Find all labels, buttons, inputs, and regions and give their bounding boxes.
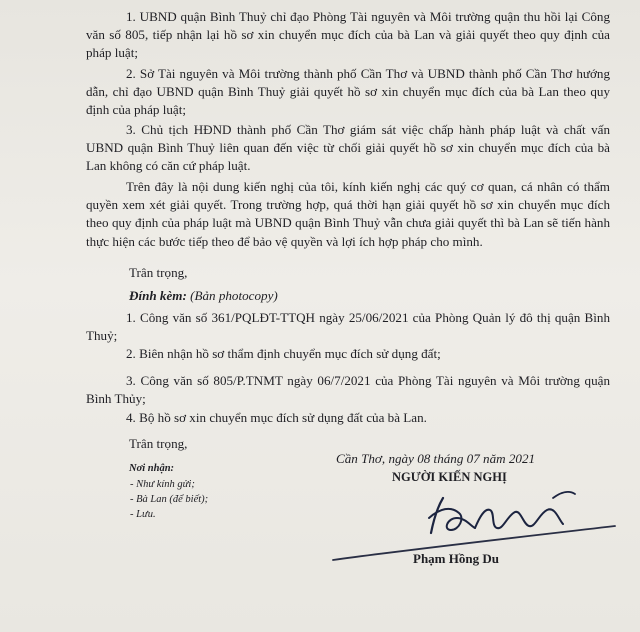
attachment-item-3: 3. Công văn số 805/P.TNMT ngày 06/7/2021 của Phòng Tài nguyên và Môi trường quận Bình Thủy;	[86, 373, 610, 407]
regards-text-2: Trân trọng,	[129, 436, 188, 451]
handwritten-signature	[325, 478, 625, 588]
recipients-label: Nơi nhận:	[129, 463, 175, 474]
attachment-item-4: 4. Bộ hồ sơ xin chuyển mục đích sử dụng đất của bà Lan.	[126, 410, 427, 425]
closing-paragraph: Trên đây là nội dung kiến nghị của tôi, kính kiến nghị các quý cơ quan, cá nhân có thẩm quyền xem xét giải quyết. Trong trường hợp, quá thời hạn giải quyết hồ sơ xin chuyển mục đích theo quy định của pháp luật mà UBND quận Bình Thuỷ vẫn chưa giải quyết thì bà Lan sẽ tiến hành thực hiện các bước tiếp theo để bảo vệ quyền và lợi ích hợp pháp cho mình.	[86, 179, 610, 249]
request-item-1: 1. UBND quận Bình Thuỷ chỉ đạo Phòng Tài nguyên và Môi trường quận thu hồi lại Công văn số 805, tiếp nhận lại hồ sơ xin chuyển mục đích của bà Lan và giải quyết theo quy định của pháp luật;	[86, 9, 610, 61]
attachments-heading	[129, 287, 278, 305]
attachments-note: (Bản photocopy)	[186, 288, 278, 303]
attachment-item-1: 1. Công văn số 361/PQLĐT-TTQH ngày 25/06/2021 của Phòng Quản lý đô thị quận Bình Thuỷ;	[86, 310, 610, 344]
request-item-2: 2. Sở Tài nguyên và Môi trường thành phố Cần Thơ và UBND thành phố Cần Thơ hướng dẫn, chỉ đạo UBND quận Bình Thuỷ giải quyết hồ sơ xin chuyển mục đích của bà Lan theo quy định của pháp luật;	[86, 66, 610, 118]
regards-text: Trân trọng,	[129, 265, 188, 280]
attachment-item-2: 2. Biên nhận hồ sơ thẩm định chuyển mục đích sử dụng đất;	[126, 346, 441, 361]
signer-name: Phạm Hồng Du	[413, 551, 499, 566]
place-date: Cần Thơ, ngày 08 tháng 07 năm 2021	[336, 451, 536, 466]
request-item-3: 3. Chủ tịch HĐND thành phố Cần Thơ giám sát việc chấp hành pháp luật và chất vấn UBND quận Bình Thuỷ liên quan đến việc từ chối giải quyết hồ sơ xin chuyển mục đích của bà Lan không có căn cứ pháp luật.	[86, 122, 610, 174]
recipient-item: - Như kính gửi;	[130, 479, 195, 490]
recipient-item: - Lưu.	[130, 509, 156, 520]
signer-title: NGƯỜI KIẾN NGHỊ	[392, 470, 507, 484]
recipient-item: - Bà Lan (để biết);	[130, 494, 209, 505]
attachments-label: Đính kèm:	[129, 288, 187, 303]
